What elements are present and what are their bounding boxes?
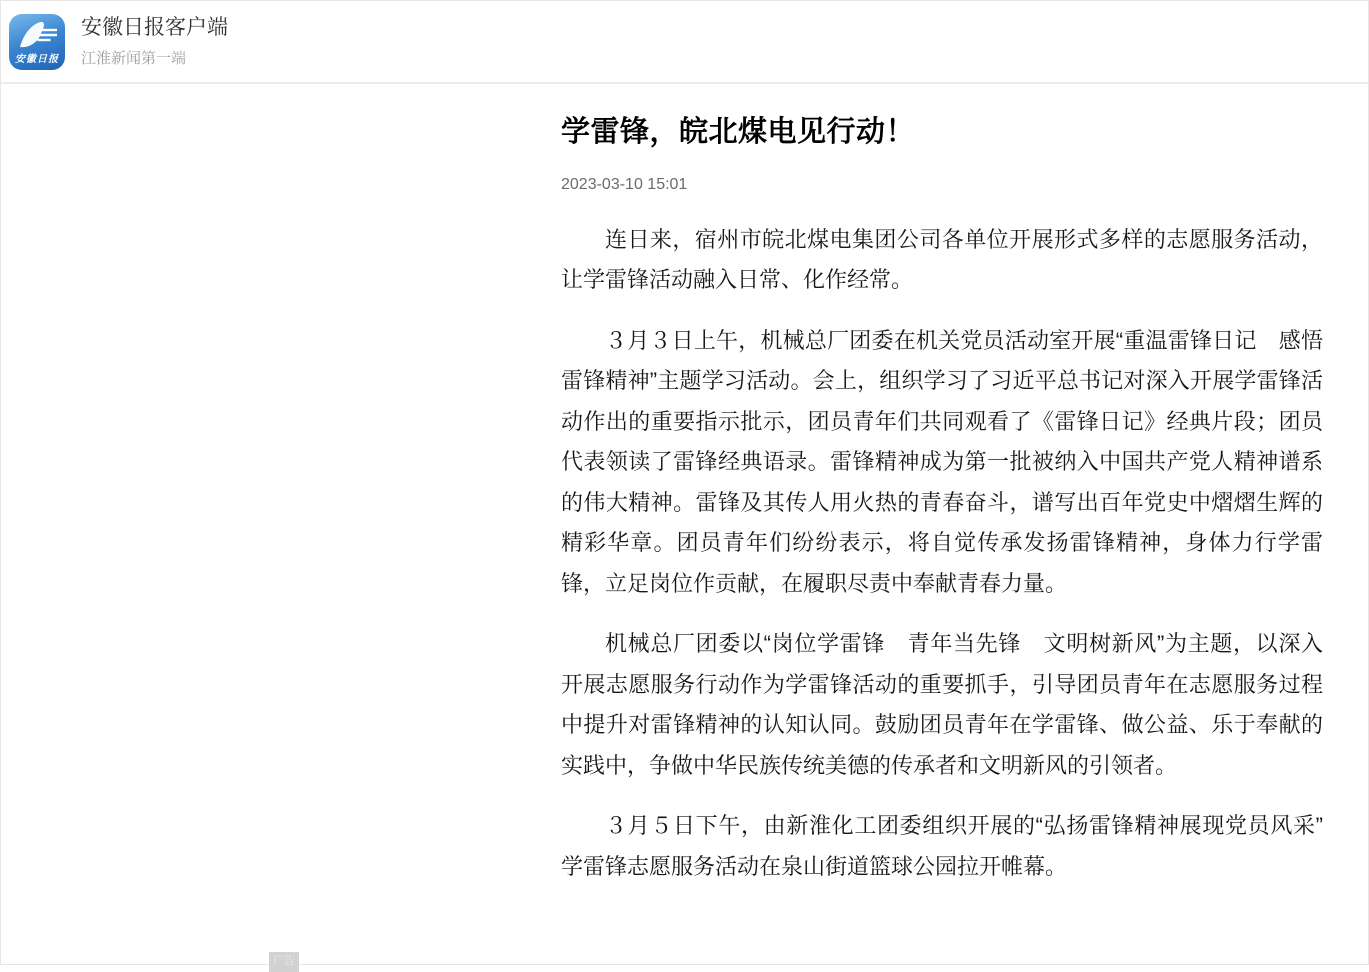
ad-badge: 广告 <box>269 952 299 972</box>
article-title: 学雷锋，皖北煤电见行动！ <box>561 116 916 148</box>
article <box>561 84 1323 907</box>
header-text <box>81 15 228 67</box>
wing-icon <box>14 19 60 51</box>
article-paragraph: 连日来，宿州市皖北煤电集团公司各单位开展形式多样的志愿服务活动，让学雷锋活动融入日常、化作经常。 <box>561 226 1323 293</box>
app-logo[interactable] <box>9 14 65 70</box>
article-date: 2023-03-10 15:01 <box>561 175 688 193</box>
article-paragraph: 机械总厂团委以“岗位学雷锋 青年当先锋 文明树新风”为主题，以深入开展志愿服务行动作为学雷锋活动的重要抓手，引导团员青年在志愿服务过程中提升对雷锋精神的认知认同。鼓励团员青年在学雷锋、做公益、乐于奉献的实践中，争做中华民族传统美德的传承者和文明新风的引领者。 <box>561 631 1323 778</box>
article-paragraph: ３月３日上午，机械总厂团委在机关党员活动室开展“重温雷锋日记 感悟雷锋精神”主题学习活动。会上，组织学习了习近平总书记对深入开展学雷锋活动作出的重要指示批示，团员青年们共同观看了《雷锋日记》经典片段；团员代表领读了雷锋经典语录。雷锋精神成为第一批被纳入中国共产党人精神谱系的伟大精神。雷锋及其传人用火热的青春奋斗，谱写出百年党史中熠熠生辉的精彩华章。团员青年们纷纷表示，将自觉传承发扬雷锋精神，身体力行学雷锋，立足岗位作贡献，在履职尽责中奉献青春力量。 <box>561 327 1323 596</box>
article-paragraph: ３月５日下午，由新淮化工团委组织开展的“弘扬雷锋精神展现党员风采”学雷锋志愿服务活动在泉山街道篮球公园拉开帷幕。 <box>561 813 1323 879</box>
header-title: 安徽日报客户端 <box>81 16 228 40</box>
app-header <box>1 1 1368 84</box>
header-subtitle: 江淮新闻第一端 <box>81 49 187 67</box>
app-logo-text: 安徽日报 <box>15 53 59 65</box>
article-body <box>561 220 1323 888</box>
